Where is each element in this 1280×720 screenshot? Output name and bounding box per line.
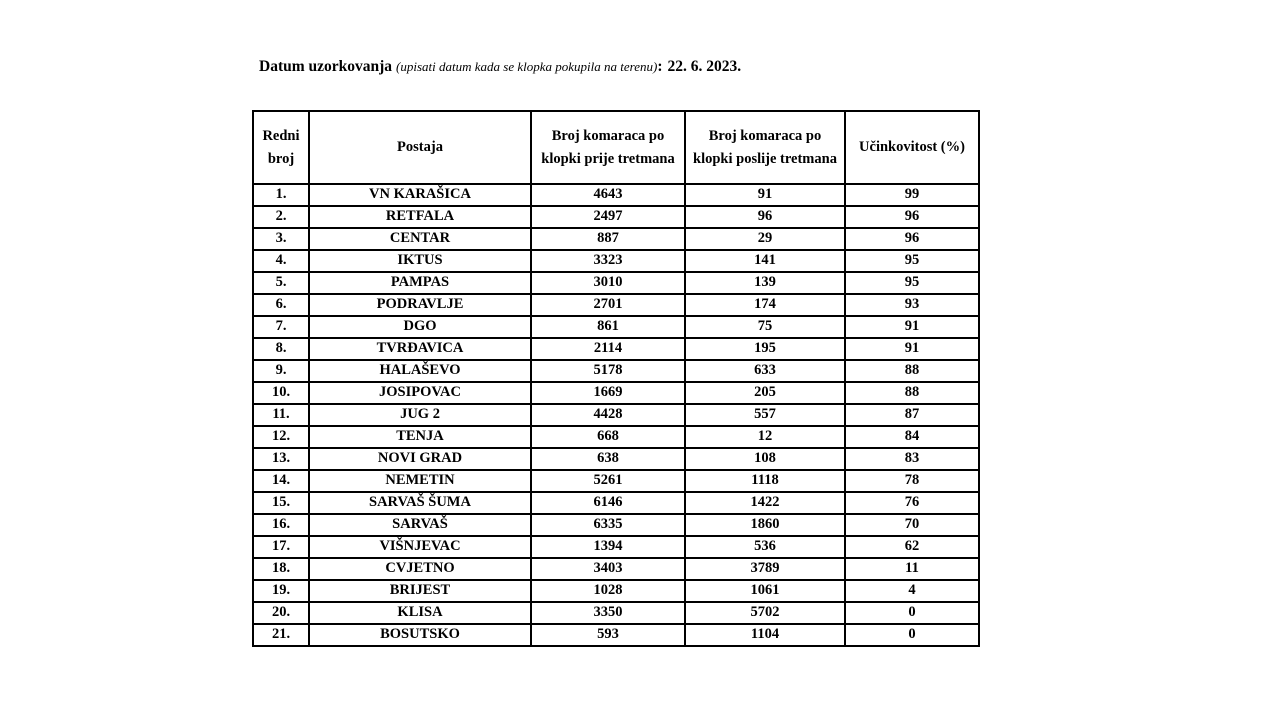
count-after-cell: 75 — [685, 316, 845, 338]
count-before-cell: 1669 — [531, 382, 685, 404]
table-row — [253, 492, 979, 514]
station-cell: VIŠNJEVAC — [309, 536, 531, 558]
count-before-cell: 1028 — [531, 580, 685, 602]
station-cell: NOVI GRAD — [309, 448, 531, 470]
table-row — [253, 228, 979, 250]
efficiency-cell: 96 — [845, 228, 979, 250]
station-cell: IKTUS — [309, 250, 531, 272]
table-row — [253, 184, 979, 206]
table-row — [253, 404, 979, 426]
station-cell: PAMPAS — [309, 272, 531, 294]
station-cell: SARVAŠ — [309, 514, 531, 536]
table-row — [253, 272, 979, 294]
count-after-cell: 536 — [685, 536, 845, 558]
column-header-3: Broj komaraca po klopki poslije tretmana — [685, 111, 845, 184]
efficiency-cell: 11 — [845, 558, 979, 580]
station-cell: NEMETIN — [309, 470, 531, 492]
sampling-date-instruction: (upisati datum kada se klopka pokupila na terenu) — [396, 58, 658, 74]
row-number-cell: 4. — [253, 250, 309, 272]
row-number-cell: 11. — [253, 404, 309, 426]
count-before-cell: 6335 — [531, 514, 685, 536]
table-header-row — [253, 111, 979, 184]
count-before-cell: 3350 — [531, 602, 685, 624]
table-row — [253, 338, 979, 360]
count-before-cell: 6146 — [531, 492, 685, 514]
mosquito-count-table — [252, 110, 980, 647]
table-row — [253, 470, 979, 492]
row-number-cell: 16. — [253, 514, 309, 536]
efficiency-cell: 88 — [845, 382, 979, 404]
efficiency-cell: 70 — [845, 514, 979, 536]
efficiency-cell: 62 — [845, 536, 979, 558]
efficiency-cell: 83 — [845, 448, 979, 470]
table-row — [253, 536, 979, 558]
row-number-cell: 1. — [253, 184, 309, 206]
count-before-cell: 5178 — [531, 360, 685, 382]
count-after-cell: 1061 — [685, 580, 845, 602]
table-row — [253, 294, 979, 316]
count-after-cell: 108 — [685, 448, 845, 470]
row-number-cell: 3. — [253, 228, 309, 250]
table-row — [253, 426, 979, 448]
count-before-cell: 668 — [531, 426, 685, 448]
row-number-cell: 21. — [253, 624, 309, 646]
count-after-cell: 1422 — [685, 492, 845, 514]
efficiency-cell: 95 — [845, 272, 979, 294]
station-cell: HALAŠEVO — [309, 360, 531, 382]
efficiency-cell: 84 — [845, 426, 979, 448]
row-number-cell: 9. — [253, 360, 309, 382]
row-number-cell: 8. — [253, 338, 309, 360]
efficiency-cell: 99 — [845, 184, 979, 206]
station-cell: CENTAR — [309, 228, 531, 250]
count-after-cell: 12 — [685, 426, 845, 448]
table-row — [253, 382, 979, 404]
efficiency-cell: 87 — [845, 404, 979, 426]
count-after-cell: 633 — [685, 360, 845, 382]
row-number-cell: 19. — [253, 580, 309, 602]
column-header-4: Učinkovitost (%) — [845, 111, 979, 184]
count-before-cell: 4643 — [531, 184, 685, 206]
station-cell: BOSUTSKO — [309, 624, 531, 646]
count-after-cell: 1118 — [685, 470, 845, 492]
count-after-cell: 29 — [685, 228, 845, 250]
count-before-cell: 2114 — [531, 338, 685, 360]
count-after-cell: 174 — [685, 294, 845, 316]
efficiency-cell: 4 — [845, 580, 979, 602]
row-number-cell: 18. — [253, 558, 309, 580]
table-row — [253, 250, 979, 272]
column-header-0: Redni broj — [253, 111, 309, 184]
efficiency-cell: 93 — [845, 294, 979, 316]
column-header-2: Broj komaraca po klopki prije tretmana — [531, 111, 685, 184]
row-number-cell: 20. — [253, 602, 309, 624]
sampling-date-label: Datum uzorkovanja — [259, 57, 393, 75]
row-number-cell: 2. — [253, 206, 309, 228]
row-number-cell: 17. — [253, 536, 309, 558]
row-number-cell: 5. — [253, 272, 309, 294]
count-before-cell: 638 — [531, 448, 685, 470]
table-row — [253, 316, 979, 338]
sampling-date-value: 22. 6. 2023. — [667, 57, 742, 75]
station-cell: PODRAVLJE — [309, 294, 531, 316]
row-number-cell: 10. — [253, 382, 309, 404]
count-after-cell: 96 — [685, 206, 845, 228]
station-cell: JOSIPOVAC — [309, 382, 531, 404]
table-row — [253, 602, 979, 624]
station-cell: KLISA — [309, 602, 531, 624]
station-cell: TENJA — [309, 426, 531, 448]
row-number-cell: 14. — [253, 470, 309, 492]
row-number-cell: 7. — [253, 316, 309, 338]
station-cell: JUG 2 — [309, 404, 531, 426]
count-before-cell: 3323 — [531, 250, 685, 272]
station-cell: SARVAŠ ŠUMA — [309, 492, 531, 514]
table-row — [253, 360, 979, 382]
count-after-cell: 195 — [685, 338, 845, 360]
efficiency-cell: 95 — [845, 250, 979, 272]
efficiency-cell: 0 — [845, 602, 979, 624]
column-header-1: Postaja — [309, 111, 531, 184]
station-cell: TVRĐAVICA — [309, 338, 531, 360]
count-after-cell: 139 — [685, 272, 845, 294]
count-after-cell: 91 — [685, 184, 845, 206]
table-row — [253, 448, 979, 470]
count-before-cell: 5261 — [531, 470, 685, 492]
efficiency-cell: 91 — [845, 316, 979, 338]
count-after-cell: 1104 — [685, 624, 845, 646]
sampling-date-line — [259, 58, 741, 76]
count-before-cell: 861 — [531, 316, 685, 338]
station-cell: DGO — [309, 316, 531, 338]
sampling-date-separator: : — [657, 57, 663, 75]
efficiency-cell: 96 — [845, 206, 979, 228]
row-number-cell: 13. — [253, 448, 309, 470]
count-before-cell: 3010 — [531, 272, 685, 294]
efficiency-cell: 88 — [845, 360, 979, 382]
count-before-cell: 2497 — [531, 206, 685, 228]
table-row — [253, 514, 979, 536]
count-before-cell: 4428 — [531, 404, 685, 426]
row-number-cell: 12. — [253, 426, 309, 448]
count-before-cell: 3403 — [531, 558, 685, 580]
count-after-cell: 3789 — [685, 558, 845, 580]
count-before-cell: 1394 — [531, 536, 685, 558]
station-cell: BRIJEST — [309, 580, 531, 602]
table-row — [253, 624, 979, 646]
efficiency-cell: 78 — [845, 470, 979, 492]
station-cell: VN KARAŠICA — [309, 184, 531, 206]
row-number-cell: 15. — [253, 492, 309, 514]
count-before-cell: 2701 — [531, 294, 685, 316]
count-after-cell: 5702 — [685, 602, 845, 624]
efficiency-cell: 0 — [845, 624, 979, 646]
table-row — [253, 558, 979, 580]
count-after-cell: 1860 — [685, 514, 845, 536]
count-after-cell: 557 — [685, 404, 845, 426]
station-cell: CVJETNO — [309, 558, 531, 580]
table-row — [253, 206, 979, 228]
row-number-cell: 6. — [253, 294, 309, 316]
station-cell: RETFALA — [309, 206, 531, 228]
count-after-cell: 141 — [685, 250, 845, 272]
efficiency-cell: 76 — [845, 492, 979, 514]
count-before-cell: 887 — [531, 228, 685, 250]
efficiency-cell: 91 — [845, 338, 979, 360]
count-before-cell: 593 — [531, 624, 685, 646]
table-row — [253, 580, 979, 602]
count-after-cell: 205 — [685, 382, 845, 404]
